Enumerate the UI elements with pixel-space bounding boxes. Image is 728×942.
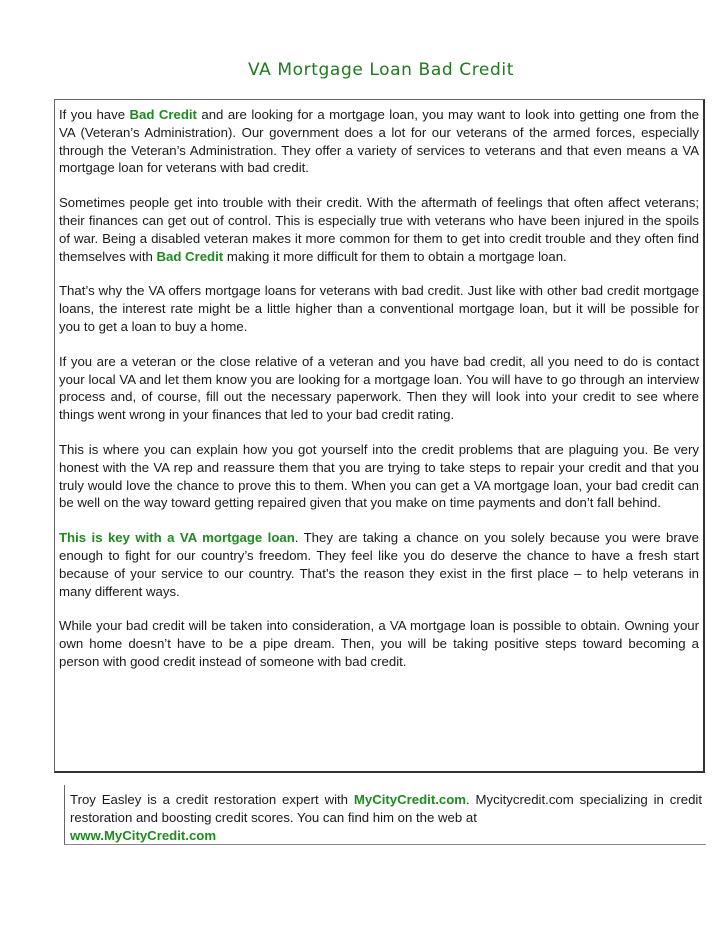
paragraph-6: This is key with a VA mortgage loan. They are taking a chance on you solely because you were brave enough to fight for our country’s freedom. They feel like you do deserve the chance to have a fresh start because of your service to our country. That’s the reason they exist in the first place – to help veterans in many different ways. bbox=[59, 530, 699, 599]
page-title: VA Mortgage Loan Bad Credit bbox=[248, 60, 514, 80]
paragraph-2: Sometimes people get into trouble with their credit. With the aftermath of feelings that often affect veterans; their finances can get out of control. This is especially true with veterans who have been injured in the spoils of war. Being a disabled veteran makes it more common for them to get into credit trouble and they often find themselves with Bad Credit making it more difficult for them to obtain a mortgage loan. bbox=[59, 195, 699, 264]
bad-credit-link[interactable]: Bad Credit bbox=[156, 248, 224, 264]
paragraph-7: While your bad credit will be taken into consideration, a VA mortgage loan is possible to obtain. Owning your own home doesn’t have to be a pipe dream. Then, you will be taking positive steps toward becoming a person with good credit instead of someone with bad credit. bbox=[59, 618, 699, 669]
paragraph-4: If you are a veteran or the close relative of a veteran and you have bad credit, all you need to do is contact your local VA and let them know you are looking for a mortgage loan. You will have to go through an interview process and, of course, fill out the necessary paperwork. Then they will look into your credit to see where things went wrong in your finances that led to your bad credit rating. bbox=[59, 353, 699, 423]
bad-credit-link[interactable]: Bad Credit bbox=[129, 107, 197, 122]
author-bio bbox=[64, 785, 706, 845]
paragraph-3: That’s why the VA offers mortgage loans for veterans with bad credit. Just like with other bad credit mortgage loans, the interest rate might be a little higher than a conventional mortgage loan, but it will be possible for you to get a loan to buy a home. bbox=[59, 283, 699, 334]
site-url-link[interactable]: www.MyCityCredit.com bbox=[70, 827, 217, 843]
va-mortgage-loan-link[interactable]: This is key with a VA mortgage loan bbox=[59, 530, 295, 546]
paragraph-1: If you have Bad Credit and are looking for a mortgage loan, you may want to look into getting one from the VA (Veteran’s Administration). Our government does a lot for our veterans of the armed forces, especially through the Veteran’s Administration. They offer a variety of services to veterans and that even means a VA mortgage loan for veterans with bad credit. bbox=[59, 107, 699, 176]
article-body bbox=[54, 99, 705, 773]
author-bio-text: Troy Easley is a credit restoration expert with MyCityCredit.com. Mycitycredit.com specializing in credit restoration and boosting credit scores. You can find him on the web at www.MyCityCredit.com bbox=[70, 792, 702, 843]
site-name-link[interactable]: MyCityCredit.com bbox=[353, 792, 467, 807]
paragraph-5: This is where you can explain how you got yourself into the credit problems that are plaguing you. Be very honest with the VA rep and reassure them that you are trying to take steps to repair your credit and that you truly would love the chance to prove this to them. When you can get a VA mortgage loan, your bad credit can be well on the way toward getting repaired given that you make on time payments and don’t fall behind. bbox=[59, 441, 699, 511]
